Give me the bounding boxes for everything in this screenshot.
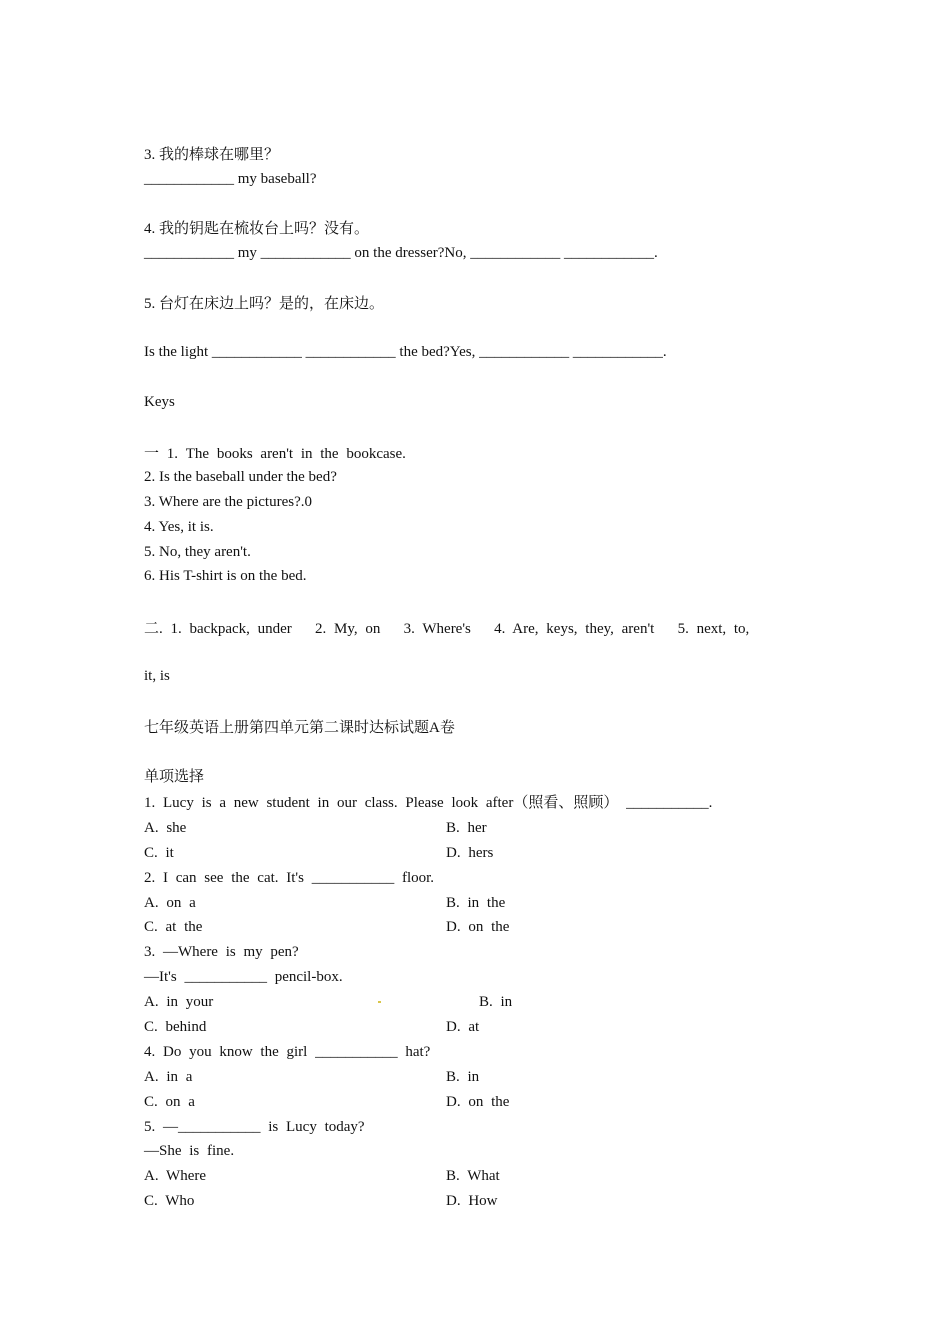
q4-chinese: 4. 我的钥匙在梳妆台上吗？没有。: [144, 221, 370, 237]
q3-chinese: 3. 我的棒球在哪里？: [144, 147, 280, 163]
test-title: 七年级英语上册第四单元第二课时达标试题A卷: [144, 720, 455, 736]
option-d: D. on the: [446, 1094, 510, 1110]
stray-mark: [378, 1001, 381, 1003]
question-stem-response: —It's ___________ pencil-box.: [144, 969, 343, 985]
option-c: C. at the: [144, 919, 203, 935]
key-part2-line: 二. 1. backpack, under 2. My, on 3. Where's 4. Are, keys, they, aren't 5. next, to,: [144, 621, 750, 637]
option-b: B. What: [446, 1168, 500, 1184]
q5-chinese: 5. 台灯在床边上吗？是的，在床边。: [144, 296, 385, 312]
question-stem: 1. Lucy is a new student in our class. Please look after（照看、照顾） ___________.: [144, 795, 713, 811]
section-heading: 单项选择: [144, 769, 205, 785]
question-stem: 3. —Where is my pen?: [144, 944, 299, 960]
option-b: B. her: [446, 820, 487, 836]
question-stem: 4. Do you know the girl ___________ hat?: [144, 1044, 431, 1060]
key-line: 2. Is the baseball under the bed?: [144, 469, 337, 485]
key-line: 一 1. The books aren't in the bookcase.: [144, 446, 406, 462]
key-line: 4. Yes, it is.: [144, 519, 214, 535]
key-line: 5. No, they aren't.: [144, 544, 251, 560]
option-c: C. it: [144, 845, 174, 861]
option-b: B. in: [479, 994, 513, 1010]
key-line: 3. Where are the pictures?.0: [144, 494, 312, 510]
option-a: A. in a: [144, 1069, 193, 1085]
question-stem: 5. —___________ is Lucy today?: [144, 1119, 365, 1135]
q3-english: ____________ my baseball?: [144, 171, 317, 187]
option-a: A. Where: [144, 1168, 207, 1184]
option-d: D. on the: [446, 919, 510, 935]
question-stem: 2. I can see the cat. It's ___________ floor.: [144, 870, 435, 886]
option-c: C. on a: [144, 1094, 195, 1110]
q5-english: Is the light ____________ ____________ the bed?Yes, ____________ ____________.: [144, 344, 667, 360]
option-a: A. on a: [144, 895, 196, 911]
option-b: B. in: [446, 1069, 480, 1085]
question-stem-response: —She is fine.: [144, 1143, 235, 1159]
q4-english: ____________ my ____________ on the dresser?No, ____________ ____________.: [144, 245, 658, 261]
option-a: A. in your: [144, 994, 214, 1010]
option-c: C. Who: [144, 1193, 195, 1209]
option-a: A. she: [144, 820, 187, 836]
option-d: D. hers: [446, 845, 494, 861]
option-d: D. How: [446, 1193, 498, 1209]
option-d: D. at: [446, 1019, 480, 1035]
keys-title: Keys: [144, 394, 175, 410]
key-line: 6. His T-shirt is on the bed.: [144, 568, 307, 584]
key-part2-line: it, is: [144, 668, 170, 684]
option-b: B. in the: [446, 895, 506, 911]
option-c: C. behind: [144, 1019, 207, 1035]
